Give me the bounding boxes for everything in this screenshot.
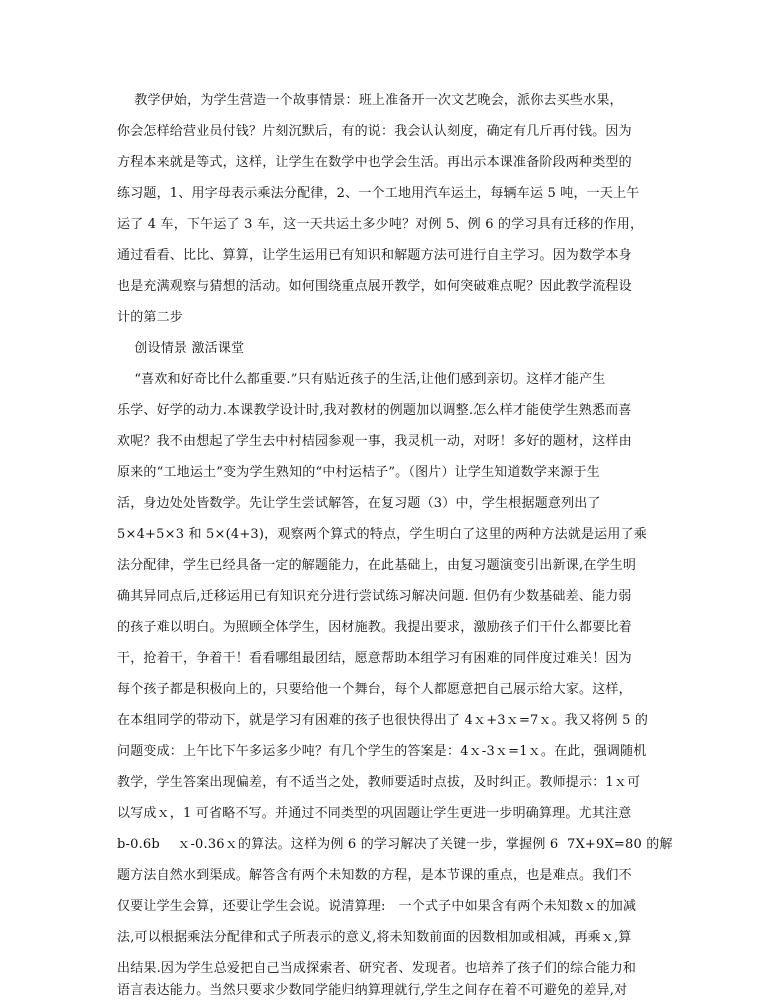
text-line: 问题变成：上午比下午多运多少吨？有几个学生的答案是：4ｘ-3ｘ=1ｘ。在此，强调随机: [117, 744, 647, 759]
text-line: 你会怎样给营业员付钱？片刻沉默后，有的说：我会认认刻度，确定有几斤再付钱。因为: [117, 124, 632, 139]
text-line: 法分配律，学生已经具备一定的解题能力，在此基础上，由复习题演变引出新课,在学生明: [117, 558, 637, 573]
text-line: 干，抢着干，争着干！看看哪组最团结，愿意帮助本组学习有困难的同伴度过难关！因为: [117, 651, 632, 666]
text-line: 每个孩子都是积极向上的，只要给他一个舞台，每个人都愿意把自己展示给大家。这样，: [117, 682, 632, 697]
text-line: 的孩子难以明白。为照顾全体学生，因材施教。我提出要求，激励孩子们干什么都要比着: [117, 620, 632, 635]
text-line: 教学，学生答案出现偏差，有不适当之处，教师要适时点拔，及时纠正。教师提示：1ｘ可: [117, 775, 641, 790]
section-heading: 创设情景 激活课堂: [117, 341, 245, 356]
text-line: 活，身边处处皆数学。先让学生尝试解答，在复习题（3）中，学生根据题意列出了: [117, 496, 601, 511]
text-line: 5×4+5×3 和 5×(4+3)，观察两个算式的特点，学生明白了这里的两种方法就是运用了乘: [117, 527, 647, 542]
text-line: 乐学、好学的动力.本课教学设计时,我对教材的例题加以调整.怎么样才能使学生熟悉而喜: [117, 403, 632, 418]
text-line: 欢呢？我不由想起了学生去中村桔园参观一事，我灵机一动，对呀！多好的题材，这样由: [117, 434, 632, 449]
text-line: 教学伊始，为学生营造一个故事情景：班上准备开一次文艺晚会，派你去买些水果，: [117, 93, 623, 108]
text-line: 仅要让学生会算，还要让学生会说。说清算理: 一个式子中如果含有两个未知数ｘ的加减: [117, 899, 637, 914]
text-line: “喜欢和好奇比什么都重要.”只有贴近孩子的生活,让他们感到亲切。这样才能产生: [117, 372, 606, 387]
text-line: 在本组同学的带动下，就是学习有困难的孩子也很快得出了 4ｘ+3ｘ=7ｘ。我又将例 5 的: [117, 713, 649, 728]
text-line: 计的第二步: [117, 310, 184, 325]
text-line: 出结果.因为学生总爱把自己当成探索者、研究者、发现者。也培养了孩子们的综合能力和: [117, 961, 637, 976]
text-line: 法,可以根据乘法分配律和式子所表示的意义,将未知数前面的因数相加或相减，再乘ｘ,算: [117, 930, 632, 945]
text-line: 也是充满观察与猜想的活动。如何围绕重点展开教学，如何突破难点呢？因此教学流程设: [117, 279, 632, 294]
text-line: 运了 4 车，下午运了 3 车，这一天共运土多少吨？对例 5、例 6 的学习具有迁移的作用，: [117, 217, 644, 232]
text-line: 通过看看、比比、算算，让学生运用已有知识和解题方法可进行自主学习。因为数学本身: [117, 248, 632, 263]
text-line: 原来的“工地运土”变为学生熟知的“中村运桔子”。（图片）让学生知道数学来源于生: [117, 465, 600, 480]
text-line: 以写成ｘ，1 可省略不写。并通过不同类型的巩固题让学生更进一步明确算理。尤其注意: [117, 806, 632, 821]
text-line: 方程本来就是等式，这样，让学生在数学中也学会生活。再出示本课准备阶段两种类型的: [117, 155, 632, 170]
text-line: 语言表达能力。当然只要求少数同学能归纳算理就行,学生之间存在着不可避免的差异,对: [117, 983, 628, 998]
text-line: 练习题，1、用字母表示乘法分配律，2、一个工地用汽车运土，每辆车运 5 吨，一天上午: [117, 186, 640, 201]
text-line: 题方法自然水到渠成。解答含有两个未知数的方程，是本节课的重点，也是难点。我们不: [117, 868, 632, 883]
text-line: b-0.6b ｘ-0.36ｘ的算法。这样为例 6 的学习解决了关键一步，掌握例 6 7X+9X=80 的解: [117, 837, 673, 852]
text-line: 确其异同点后,迁移运用已有知识充分进行尝试练习解决问题. 但仍有少数基础差、能力弱: [117, 589, 632, 604]
